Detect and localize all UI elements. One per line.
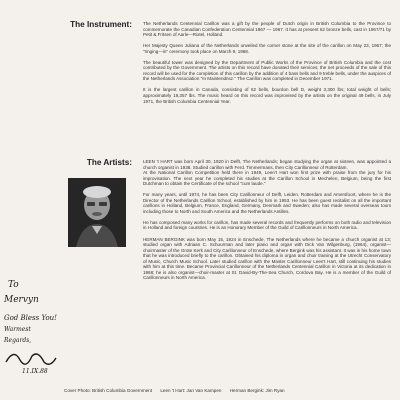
artists-heading: The Artists: xyxy=(86,158,132,167)
svg-text:Mervyn: Mervyn xyxy=(4,295,39,305)
artists-text xyxy=(143,159,391,286)
artists-paragraph: He has composed many works for carillon, has made several records and frequently performs on both radio and television in Holland and foreign countries. He is an Honorary Member of the Guild of Carillonneurs in North America. xyxy=(143,219,391,231)
svg-text:God Bless You!: God Bless You! xyxy=(4,314,57,322)
artists-paragraph: For many years, until 1974, he has been City Carillonneur of Delft, Leiden, Rotterdam and Amersfoort, where he is the Director of the Netherlands Carillon School, established by him in 1953. He has been guest recitalist on all the important carillons in Holland, Belgium, France, England, Germany, Denmark and Sweden; also has made several overseas tours including those to North and South America and the Netherlands Antilles. xyxy=(143,192,391,214)
artists-paragraph: LEEN 't HART was born April 30, 1920 in Delft, The Netherlands; began studying the organ at sixteen, was appointed a church organist in 1938. Studied carillon with Ferd. Timmermans, then City Carillonneur of Rotterdam. xyxy=(143,159,391,170)
photo-credits xyxy=(64,388,394,393)
instrument-paragraph: The Netherlands Centennial Carillon was a gift by the people of Dutch origin in British Columbia to the Province to commemorate the Canadian Confederation Centennial 1867 — 1967. It has at present 62 bronze bells, cast in 1967/71 by Petit & Fritsen of Aarle—Rixtel, Holland. xyxy=(143,21,391,38)
artists-paragraph: At the National Carillon Competition held there in 1949, Leen't Hart won first prize with praise from the jury for his improvisation. The next year he completed his studies at the Carillon School in Mechelen, Belgium, being the first Dutchman to obtain the Certificate of the school "cum laude." xyxy=(143,170,391,187)
bergink-photo-credit: Herman Bergink: Jim Ryan xyxy=(229,388,285,393)
svg-text:Warmest: Warmest xyxy=(4,326,31,333)
hart-photo-credit: Leen 't Hart: Jan Van Kampen xyxy=(160,388,222,393)
svg-text:Regards,: Regards, xyxy=(4,337,32,344)
instrument-paragraph: Her Majesty Queen Juliana of the Netherlands unveiled the corner stone at the site of the carillon on May 23, 1967; the "ringing—in" ceremony took place on March 9, 1968. xyxy=(143,43,391,54)
instrument-paragraph: The beautiful tower was designed by the Department of Public Works of the Province of British Columbia and the cost contributed by the Government. The artists on this record have donated their services; the net proceeds of the sale of this record will be used for the completion of this carillon by the addition of 4 bass bells and 9 treble bells, under the auspices of the Netherlands Association "In Maintendnsz." The Carillon was completed in December 1971. xyxy=(143,59,391,82)
portrait-image xyxy=(68,178,126,247)
instrument-paragraph: It is the largest carillon in Canada, consisting of 62 bells, bourdon bell D, weight 3,300 lbs; total weight of bells; approximately 19,357 lbs. The music heard on this record was improvised by the artists on the original 49 bells, in July 1971, the British Columbia Centennial Year. xyxy=(143,87,391,104)
instrument-heading: The Instrument: xyxy=(70,20,132,29)
instrument-text xyxy=(143,21,391,110)
svg-text:To: To xyxy=(8,280,19,290)
cover-photo-credit: Cover Photo: British Columbia Government xyxy=(64,388,153,393)
artists-paragraph: HERMAN BERGINK was born May 15, 1924 in Enschede, The Netherlands where he became a church organist at 13; studied organ with Adriaan C. Schuurman and later piano and organ with Dick Van Wilgenburg, (1964), organist—choirmaster of the Grote Kerk and City Carillonneur of Enschede, where Bergink was his assistant. It was in his home town that he was introduced briefly to the carillon. Obtained his diploma in organ and choir training at the Utrecht Conservatory of Music, Church Music School. Later studied carillon with the Master Carillonneur Leen't Hart, still continuing his studies with him at this time. Became Provincial Carillonneur of the Netherlands Centennial Carillon in Victoria at its dedication in 1968; he is also organist—choir-master at St. David-By-The-Sea Church, Cordova Bay. He is a member of the Guild of Carillonneurs in North America. xyxy=(143,236,391,281)
artist-photo xyxy=(68,178,126,247)
handwritten-inscription xyxy=(2,278,74,378)
svg-text:11.IX.88: 11.IX.88 xyxy=(22,368,48,375)
